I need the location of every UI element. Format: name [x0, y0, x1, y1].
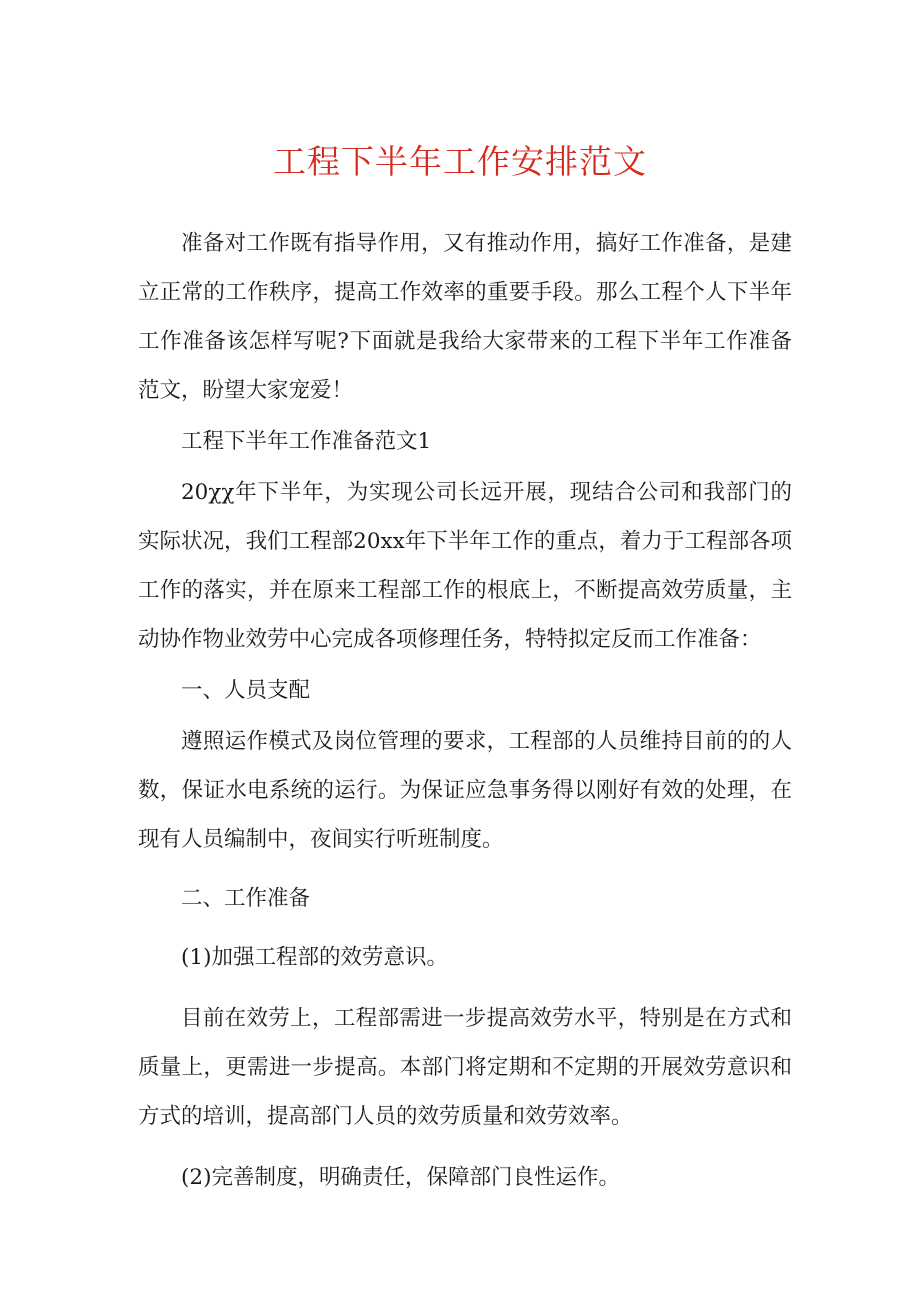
staffing-paragraph: 遵照运作模式及岗位管理的要求，工程部的人员维持目前的的人数，保证水电系统的运行。为保证应急事务得以刚好有效的处理，在现有人员编制中，夜间实行听班制度。: [138, 729, 792, 852]
document-title: 工程下半年工作安排范文: [273, 142, 647, 181]
section-heading-sample-1: 工程下半年工作准备范文1: [181, 429, 432, 454]
section-heading-staffing: 一、人员支配: [181, 678, 311, 703]
item-heading-1: (1)加强工程部的效劳意识。: [181, 945, 448, 970]
overview-paragraph: 20χχ年下半年，为实现公司长远开展，现结合公司和我部门的实际状况，我们工程部20xx年下半年工作的重点，着力于工程部各项工作的落实，并在原来工程部工作的根底上，不断提高效劳质量，主动协作物业效劳中心完成各项修理任务，特特拟定反而工作准备：: [138, 480, 792, 652]
document-body: [138, 219, 792, 1202]
item-heading-2: (2)完善制度，明确责任，保障部门良性运作。: [181, 1165, 620, 1190]
intro-paragraph: 准备对工作既有指导作用，又有推动作用，搞好工作准备，是建立正常的工作秩序，提高工作效率的重要手段。那么工程个人下半年工作准备该怎样写呢?下面就是我给大家带来的工程下半年工作准备范文，盼望大家宠爱！: [138, 231, 792, 403]
service-paragraph: 目前在效劳上，工程部需进一步提高效劳水平，特别是在方式和质量上，更需进一步提高。本部门将定期和不定期的开展效劳意识和方式的培训，提高部门人员的效劳质量和效劳效率。: [138, 1006, 792, 1129]
section-heading-work-plan: 二、工作准备: [181, 886, 311, 911]
